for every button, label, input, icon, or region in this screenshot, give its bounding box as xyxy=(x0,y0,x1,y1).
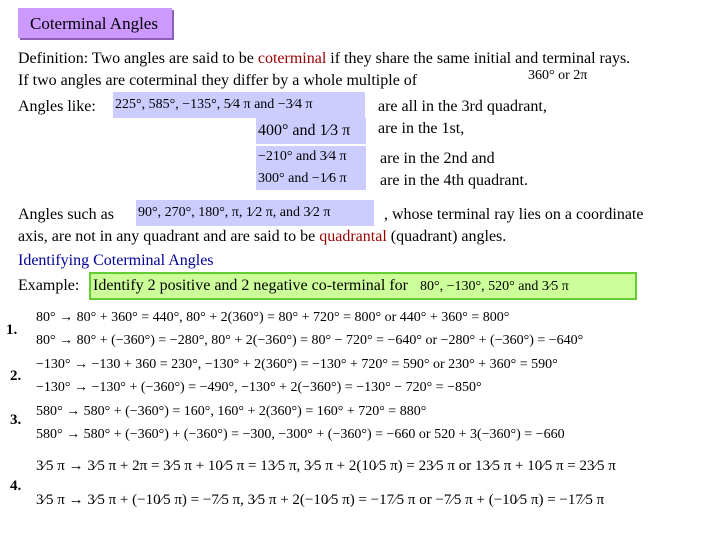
quadrantal-line2-prefix: axis, are not in any quadrant and are said to be xyxy=(18,228,320,245)
solution-1-line-1: 80° → 80° + 360° = 440°, 80° + 2(360°) = 80° + 720° = 800° or 440° + 360° = 800° xyxy=(36,310,510,325)
solution-3-line-1: 580° → 580° + (−360°) = 160°, 160° + 2(360°) = 160° + 720° = 880° xyxy=(36,404,427,419)
definition-line-2: If two angles are coterminal they differ by a whole multiple of xyxy=(18,72,418,89)
first-quadrant-list: 400° and 1⁄3 π xyxy=(256,118,366,144)
quadrantal-line-2 xyxy=(18,228,506,246)
third-quadrant-text: are all in the 3rd quadrant, xyxy=(378,98,547,115)
quadrantal-term: quadrantal xyxy=(319,228,387,245)
solution-1-line-2: 80° → 80° + (−360°) = −280°, 80° + 2(−360°) = 80° − 720° = −640° or −280° + (−360°) = −640° xyxy=(36,333,584,348)
definition-multiple: 360° or 2π xyxy=(528,68,588,83)
second-quadrant-text: are in the 2nd and xyxy=(380,150,495,167)
fourth-quadrant-list: 300° and −1⁄6 π xyxy=(256,168,366,190)
identifying-heading: Identifying Coterminal Angles xyxy=(18,252,214,269)
example-box xyxy=(89,272,637,300)
second-quadrant-list: −210° and 3⁄4 π xyxy=(256,146,366,168)
solution-4-line-1: 3⁄5 π → 3⁄5 π + 2π = 3⁄5 π + 10⁄5 π = 13⁄5 π, 3⁄5 π + 2(10⁄5 π) = 23⁄5 π or 13⁄5 π + 10⁄5 π = 23⁄5 π xyxy=(36,458,616,474)
solution-2-line-1: −130° → −130 + 360 = 230°, −130° + 2(360°) = −130° + 720° = 590° or 230° + 360° = 590° xyxy=(36,357,558,372)
quadrantal-suffix: , whose terminal ray lies on a coordinate xyxy=(384,206,644,223)
solution-1-number: 1. xyxy=(6,322,18,338)
fourth-quadrant-text: are in the 4th quadrant. xyxy=(380,172,528,189)
definition-line-1 xyxy=(18,50,630,68)
definition-prefix: Definition: Two angles are said to be xyxy=(18,50,258,67)
quadrantal-list: 90°, 270°, 180°, π, 1⁄2 π, and 3⁄2 π xyxy=(136,200,374,226)
slide-title-box xyxy=(18,8,172,38)
solution-3-number: 3. xyxy=(10,412,22,428)
angles-like-label: Angles like: xyxy=(18,98,96,115)
solution-2-line-2: −130° → −130° + (−360°) = −490°, −130° + 2(−360°) = −130° − 720° = −850° xyxy=(36,380,482,395)
solution-4-line-2: 3⁄5 π → 3⁄5 π + (−10⁄5 π) = −7⁄5 π, 3⁄5 π + 2(−10⁄5 π) = −17⁄5 π or −7⁄5 π + (−10⁄5 π) = −17⁄5 π xyxy=(36,492,605,508)
solution-4-number: 4. xyxy=(10,478,22,494)
slide-title: Coterminal Angles xyxy=(30,14,158,33)
definition-term-coterminal: coterminal xyxy=(257,50,327,67)
solution-2-number: 2. xyxy=(10,368,22,384)
example-label: Example: xyxy=(18,277,80,294)
quadrantal-prefix: Angles such as xyxy=(18,206,114,223)
example-task: Identify 2 positive and 2 negative co-terminal for xyxy=(93,277,409,294)
quadrantal-line2-suffix: (quadrant) angles. xyxy=(386,228,507,245)
example-values: 80°, −130°, 520° and 3⁄5 π xyxy=(420,279,569,294)
third-quadrant-list: 225°, 585°, −135°, 5⁄4 π and −3⁄4 π xyxy=(113,92,365,118)
first-quadrant-text: are in the 1st, xyxy=(378,120,465,137)
definition-suffix: if they share the same initial and terminal rays. xyxy=(326,50,631,67)
solution-3-line-2: 580° → 580° + (−360°) + (−360°) = −300, −300° + (−360°) = −660 or 520 + 3(−360°) = −660 xyxy=(36,427,565,442)
